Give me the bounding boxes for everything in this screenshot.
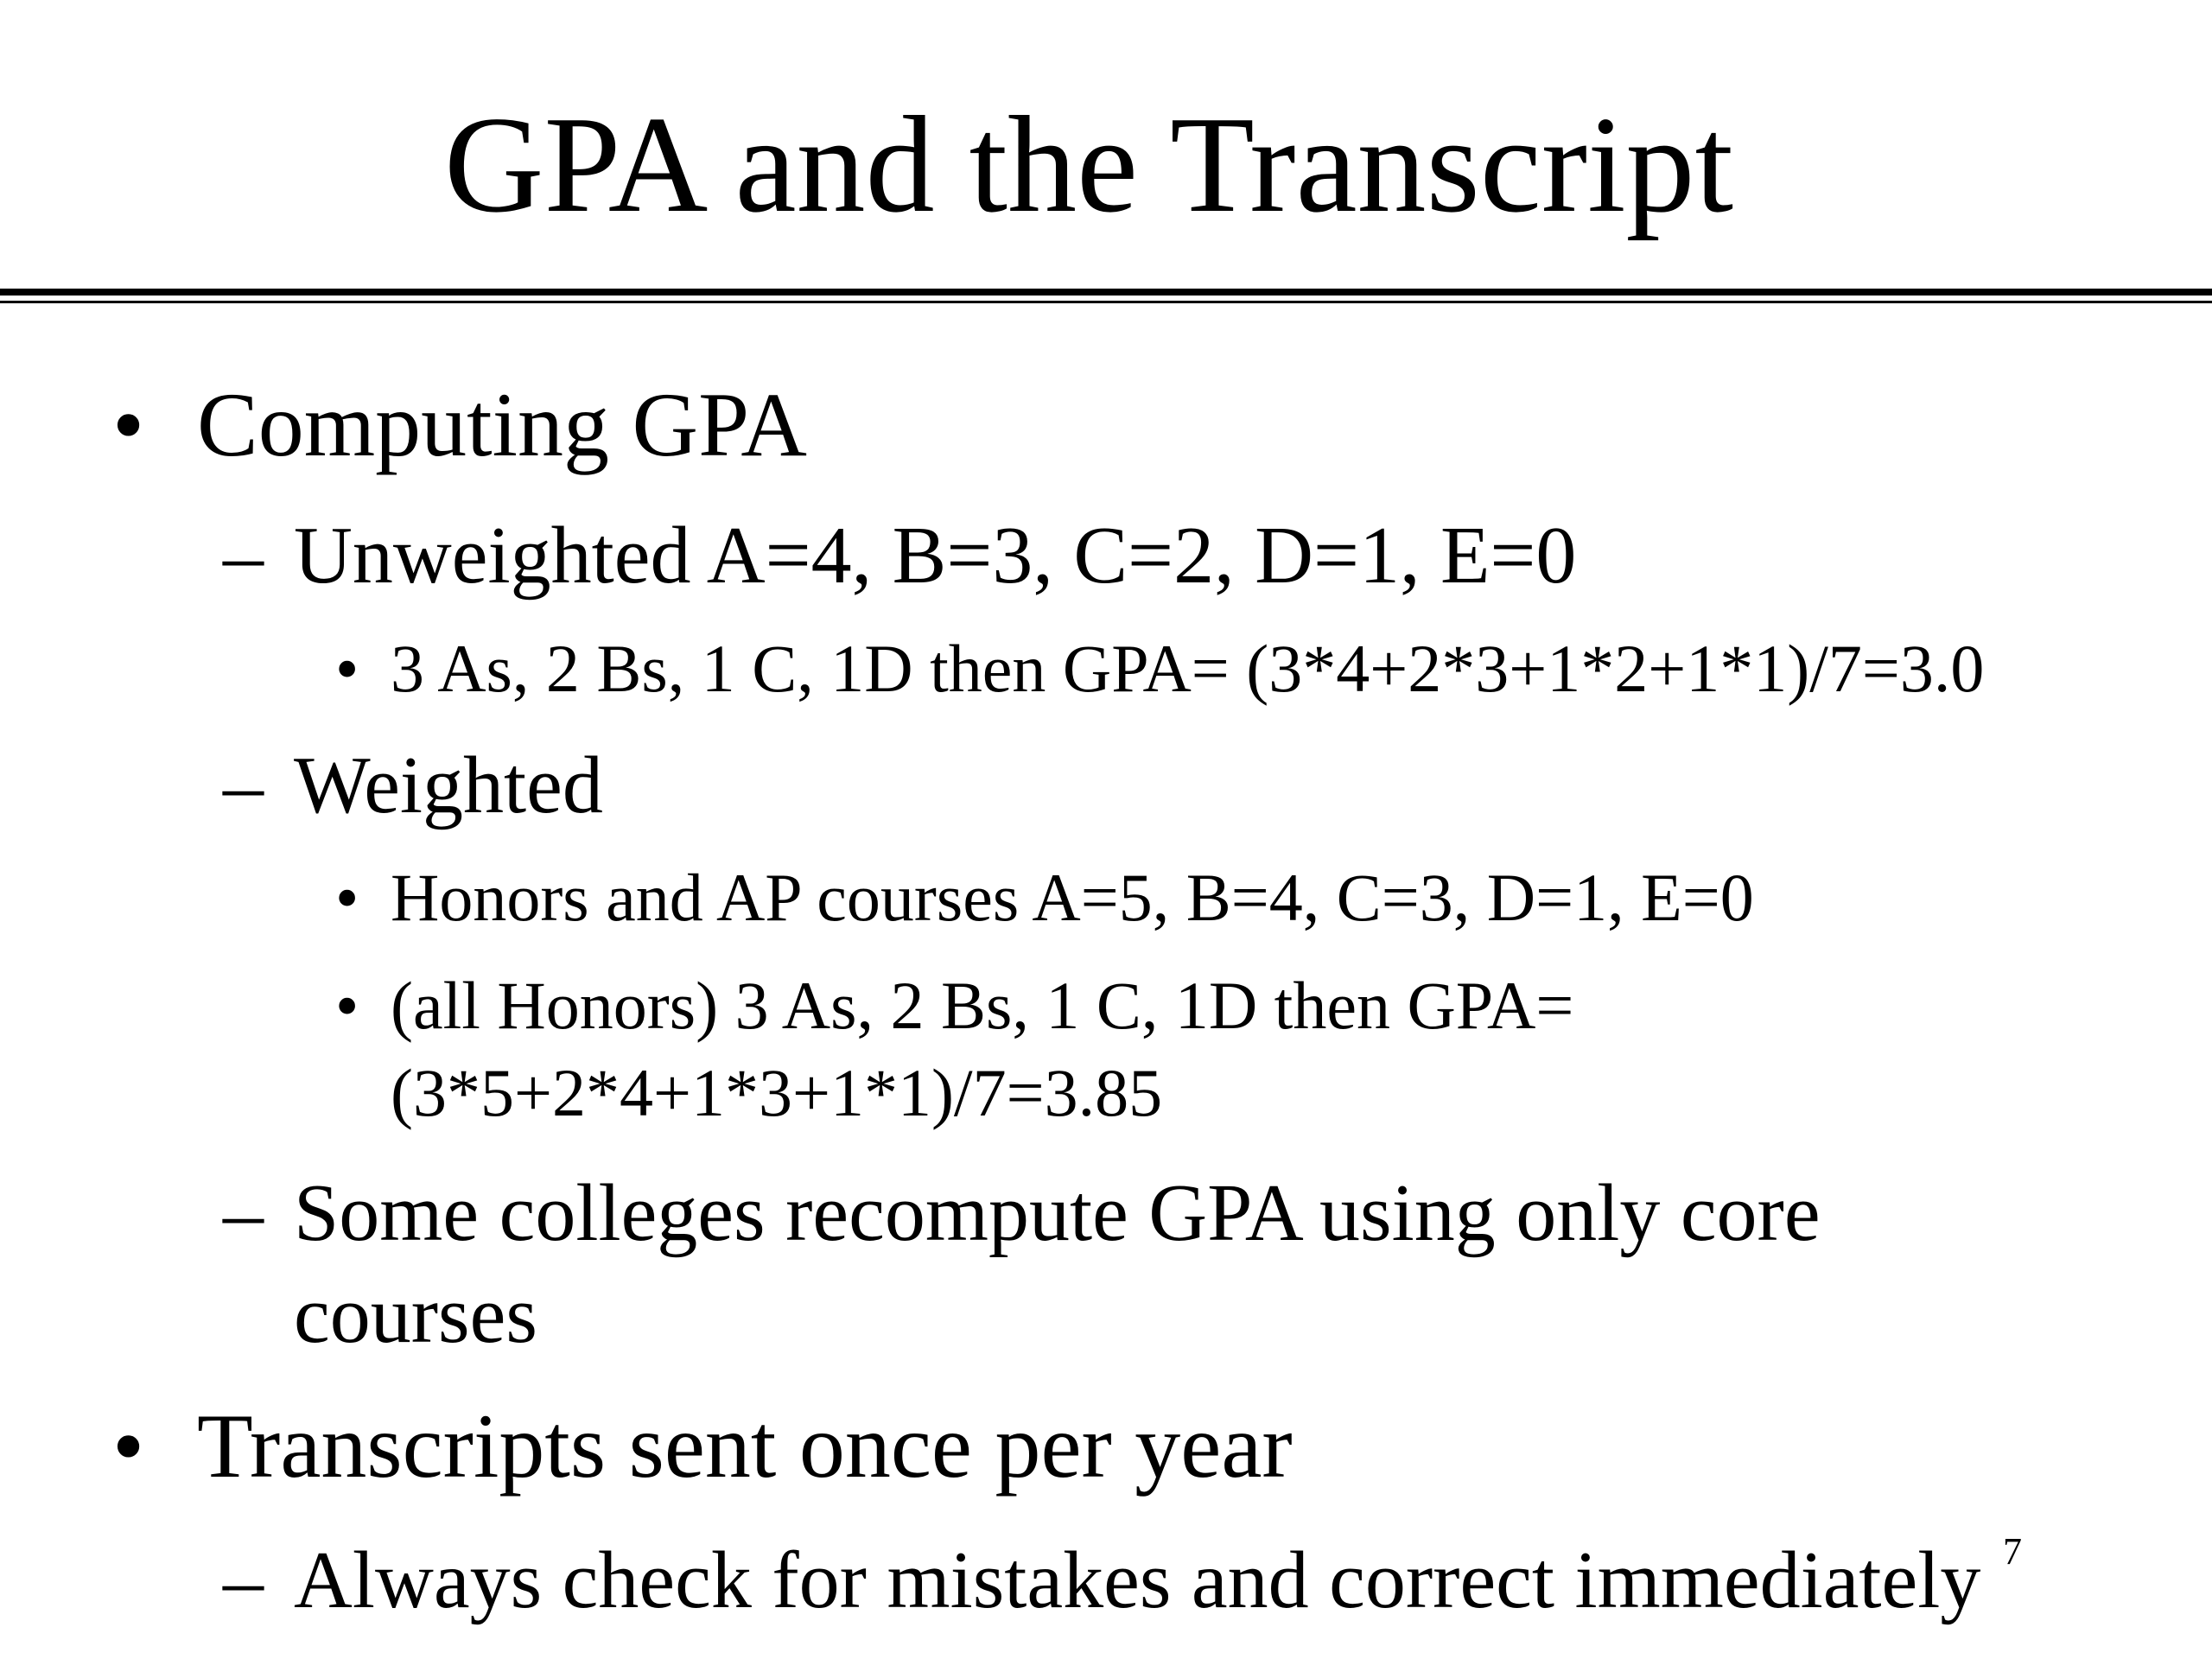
subbullet-weighted: Weighted (294, 741, 603, 830)
subbullet-core-courses-continued: courses (294, 1270, 537, 1360)
bullet-marker: • (112, 1395, 145, 1497)
detail-weighted-example: (all Honors) 3 As, 2 Bs, 1 C, 1D then GPA= (391, 968, 1574, 1043)
detail-honors-scale: Honors and AP courses A=5, B=4, C=3, D=1, E=0 (391, 860, 1754, 935)
detail-weighted-example-continued: (3*5+2*4+1*3+1*1)/7=3.85 (391, 1055, 1163, 1130)
detail-unweighted-example: 3 As, 2 Bs, 1 C, 1D then GPA= (3*4+2*3+1*2+1*1)/7=3.0 (391, 631, 1985, 706)
dash-marker: – (223, 1535, 264, 1625)
dash-marker: – (223, 511, 264, 601)
slide-number: 7 (2003, 1530, 2022, 1573)
dash-marker: – (223, 1168, 264, 1258)
slide-title: GPA and the Transcript (443, 87, 1734, 241)
bullet-marker-small: • (335, 860, 359, 935)
bullet-marker: • (112, 374, 145, 475)
bullet-marker-small: • (335, 968, 359, 1043)
subbullet-check-mistakes: Always check for mistakes and correct immediately (294, 1535, 1981, 1625)
bullet-computing-gpa: Computing GPA (197, 374, 807, 475)
subbullet-unweighted: Unweighted A=4, B=3, C=2, D=1, E=0 (294, 511, 1577, 601)
title-divider-thick (0, 289, 2212, 296)
subbullet-core-courses: Some colleges recompute GPA using only core (294, 1168, 1821, 1258)
dash-marker: – (223, 741, 264, 830)
bullet-transcripts: Transcripts sent once per year (197, 1395, 1293, 1497)
title-divider-thin (0, 301, 2212, 303)
bullet-marker-small: • (335, 631, 359, 706)
